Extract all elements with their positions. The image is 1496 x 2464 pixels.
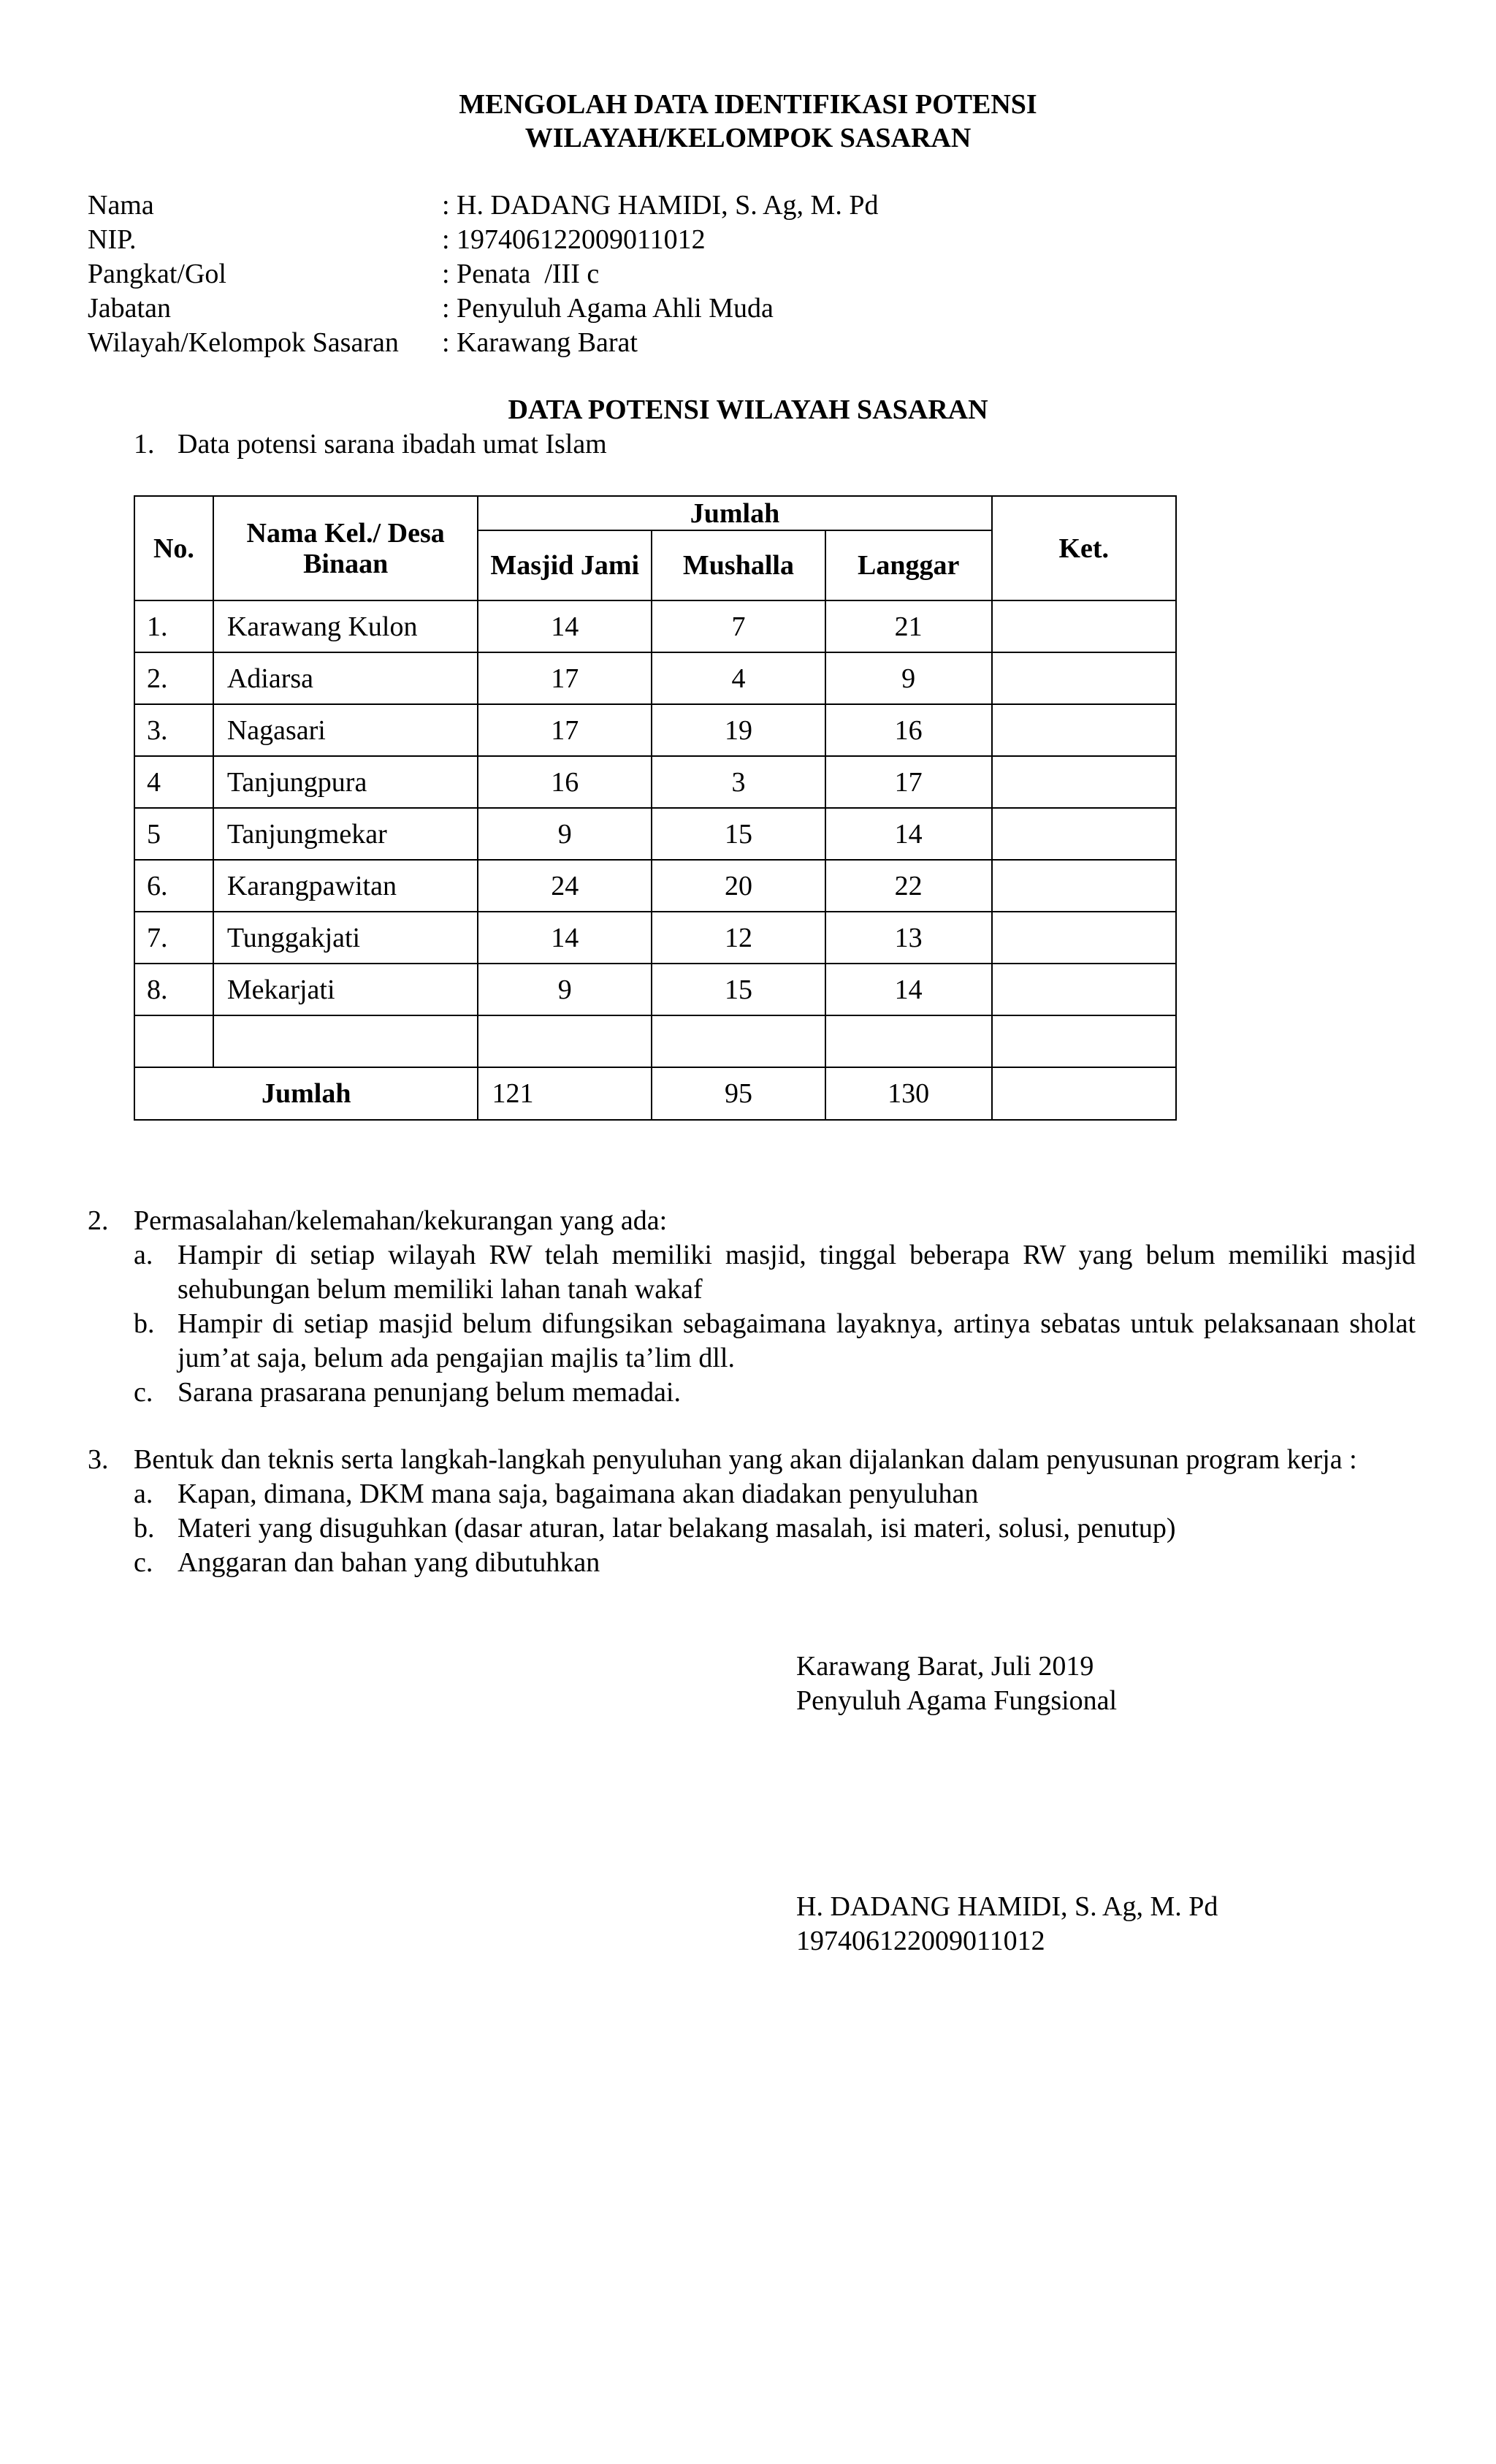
row-ket	[992, 1015, 1176, 1067]
row-ket	[992, 704, 1176, 756]
table-row	[134, 808, 1176, 860]
row-name: Mekarjati	[213, 964, 478, 1015]
table-row	[134, 704, 1176, 756]
row-langgar: 22	[825, 860, 992, 912]
row-no: 4	[134, 756, 213, 808]
row-name: Tanjungpura	[213, 756, 478, 808]
potensi-table	[134, 495, 1177, 1121]
problems-item-letter: b.	[134, 1308, 155, 1339]
header-masjid: Masjid Jami	[478, 530, 652, 600]
row-mushalla: 4	[652, 652, 825, 704]
plan-item-text: Materi yang disuguhkan (dasar aturan, latar belakang masalah, isi materi, solusi, penutup)	[178, 1513, 1176, 1544]
header-name: Nama Kel./ Desa Binaan	[213, 496, 478, 600]
row-mushalla: 15	[652, 964, 825, 1015]
row-masjid: 17	[478, 652, 652, 704]
row-masjid: 9	[478, 808, 652, 860]
identity-label: Pangkat/Gol	[88, 259, 226, 289]
row-masjid: 14	[478, 600, 652, 652]
row-mushalla: 12	[652, 912, 825, 964]
plan-title: Bentuk dan teknis serta langkah-langkah penyuluhan yang akan dijalankan dalam penyusunan program kerja :	[134, 1444, 1357, 1475]
row-no: 5	[134, 808, 213, 860]
document-title-line2: WILAYAH/KELOMPOK SASARAN	[524, 123, 972, 153]
row-langgar: 9	[825, 652, 992, 704]
problems-item-text: Hampir di setiap wilayah RW telah memiliki masjid, tinggal beberapa RW yang belum memiliki masjid sehubungan belum memiliki lahan tanah wakaf	[178, 1240, 1416, 1305]
identity-row-nama	[88, 188, 878, 223]
row-masjid: 14	[478, 912, 652, 964]
identity-row-pangkat	[88, 257, 878, 291]
row-mushalla: 19	[652, 704, 825, 756]
row-masjid: 24	[478, 860, 652, 912]
row-masjid	[478, 1015, 652, 1067]
plan-item	[88, 1477, 1416, 1511]
identity-row-nip	[88, 223, 878, 257]
plan-heading	[88, 1443, 1416, 1477]
total-mushalla: 95	[652, 1067, 825, 1120]
row-masjid: 17	[478, 704, 652, 756]
plan-item-letter: c.	[134, 1547, 153, 1578]
identity-value: : H. DADANG HAMIDI, S. Ag, M. Pd	[442, 190, 879, 221]
row-mushalla: 15	[652, 808, 825, 860]
table-row	[134, 912, 1176, 964]
row-ket	[992, 600, 1176, 652]
identity-value: : Karawang Barat	[442, 327, 638, 358]
row-ket	[992, 652, 1176, 704]
plan-item-text: Anggaran dan bahan yang dibutuhkan	[178, 1547, 600, 1578]
problems-section	[88, 1204, 1416, 1410]
identity-value: : 197406122009011012	[442, 224, 706, 255]
row-ket	[992, 912, 1176, 964]
plan-item-letter: b.	[134, 1513, 155, 1544]
row-name: Adiarsa	[213, 652, 478, 704]
row-mushalla: 7	[652, 600, 825, 652]
row-no: 6.	[134, 860, 213, 912]
row-no	[134, 1015, 213, 1067]
identity-label: Jabatan	[88, 293, 171, 324]
section-item-text: Data potensi sarana ibadah umat Islam	[178, 429, 607, 459]
problems-item	[88, 1376, 1416, 1410]
plan-item	[88, 1546, 1416, 1580]
header-mushalla: Mushalla	[652, 530, 825, 600]
total-masjid: 121	[478, 1067, 652, 1120]
plan-section	[88, 1443, 1416, 1580]
plan-item	[88, 1511, 1416, 1546]
table-row	[134, 652, 1176, 704]
row-langgar: 14	[825, 808, 992, 860]
problems-item	[88, 1238, 1416, 1307]
row-langgar	[825, 1015, 992, 1067]
row-mushalla: 20	[652, 860, 825, 912]
plan-number: 3.	[88, 1444, 109, 1475]
table-row	[134, 600, 1176, 652]
row-ket	[992, 964, 1176, 1015]
table-row	[134, 1015, 1176, 1067]
row-masjid: 9	[478, 964, 652, 1015]
header-jumlah: Jumlah	[478, 496, 991, 530]
problems-item	[88, 1307, 1416, 1376]
header-ket: Ket.	[992, 496, 1176, 600]
row-name: Karawang Kulon	[213, 600, 478, 652]
row-name: Nagasari	[213, 704, 478, 756]
identity-row-jabatan	[88, 291, 878, 326]
plan-item-letter: a.	[134, 1479, 153, 1509]
section-item-number: 1.	[134, 429, 155, 459]
document-title-line1: MENGOLAH DATA IDENTIFIKASI POTENSI	[459, 89, 1037, 120]
problems-item-text: Sarana prasarana penunjang belum memadai.	[178, 1377, 681, 1408]
row-ket	[992, 756, 1176, 808]
identity-label: Nama	[88, 190, 154, 221]
header-no: No.	[134, 496, 213, 600]
table-row	[134, 964, 1176, 1015]
signature-place-date: Karawang Barat, Juli 2019	[796, 1651, 1094, 1682]
row-name: Tanjungmekar	[213, 808, 478, 860]
row-name	[213, 1015, 478, 1067]
problems-item-letter: a.	[134, 1240, 153, 1270]
row-no: 1.	[134, 600, 213, 652]
total-label: Jumlah	[134, 1067, 478, 1120]
row-name: Karangpawitan	[213, 860, 478, 912]
row-no: 2.	[134, 652, 213, 704]
table-row	[134, 756, 1176, 808]
signature-role: Penyuluh Agama Fungsional	[796, 1685, 1118, 1716]
total-langgar: 130	[825, 1067, 992, 1120]
total-ket	[992, 1067, 1176, 1120]
identity-block	[88, 188, 878, 360]
plan-item-text: Kapan, dimana, DKM mana saja, bagaimana akan diadakan penyuluhan	[178, 1479, 979, 1509]
row-ket	[992, 860, 1176, 912]
identity-label: Wilayah/Kelompok Sasaran	[88, 327, 399, 358]
table-row	[134, 860, 1176, 912]
row-langgar: 13	[825, 912, 992, 964]
signature-nip: 197406122009011012	[796, 1926, 1045, 1956]
signature-name: H. DADANG HAMIDI, S. Ag, M. Pd	[796, 1891, 1218, 1922]
identity-value: : Penyuluh Agama Ahli Muda	[442, 293, 774, 324]
row-mushalla: 3	[652, 756, 825, 808]
row-no: 7.	[134, 912, 213, 964]
row-no: 8.	[134, 964, 213, 1015]
section-title: DATA POTENSI WILAYAH SASARAN	[508, 394, 988, 425]
row-ket	[992, 808, 1176, 860]
identity-label: NIP.	[88, 224, 137, 255]
row-langgar: 14	[825, 964, 992, 1015]
row-langgar: 21	[825, 600, 992, 652]
identity-row-wilayah	[88, 326, 878, 360]
problems-item-text: Hampir di setiap masjid belum difungsikan sebagaimana layaknya, artinya sebatas untuk pelaksanaan sholat jum’at saja, belum ada pengajian majlis ta’lim dll.	[178, 1308, 1416, 1373]
header-langgar: Langgar	[825, 530, 992, 600]
problems-heading	[88, 1204, 1416, 1238]
row-langgar: 16	[825, 704, 992, 756]
problems-item-letter: c.	[134, 1377, 153, 1408]
row-no: 3.	[134, 704, 213, 756]
row-langgar: 17	[825, 756, 992, 808]
identity-value: : Penata /III c	[442, 259, 600, 289]
row-name: Tunggakjati	[213, 912, 478, 964]
row-masjid: 16	[478, 756, 652, 808]
problems-title: Permasalahan/kelemahan/kekurangan yang ada:	[134, 1205, 668, 1236]
problems-number: 2.	[88, 1205, 109, 1236]
total-row	[134, 1067, 1176, 1120]
row-mushalla	[652, 1015, 825, 1067]
